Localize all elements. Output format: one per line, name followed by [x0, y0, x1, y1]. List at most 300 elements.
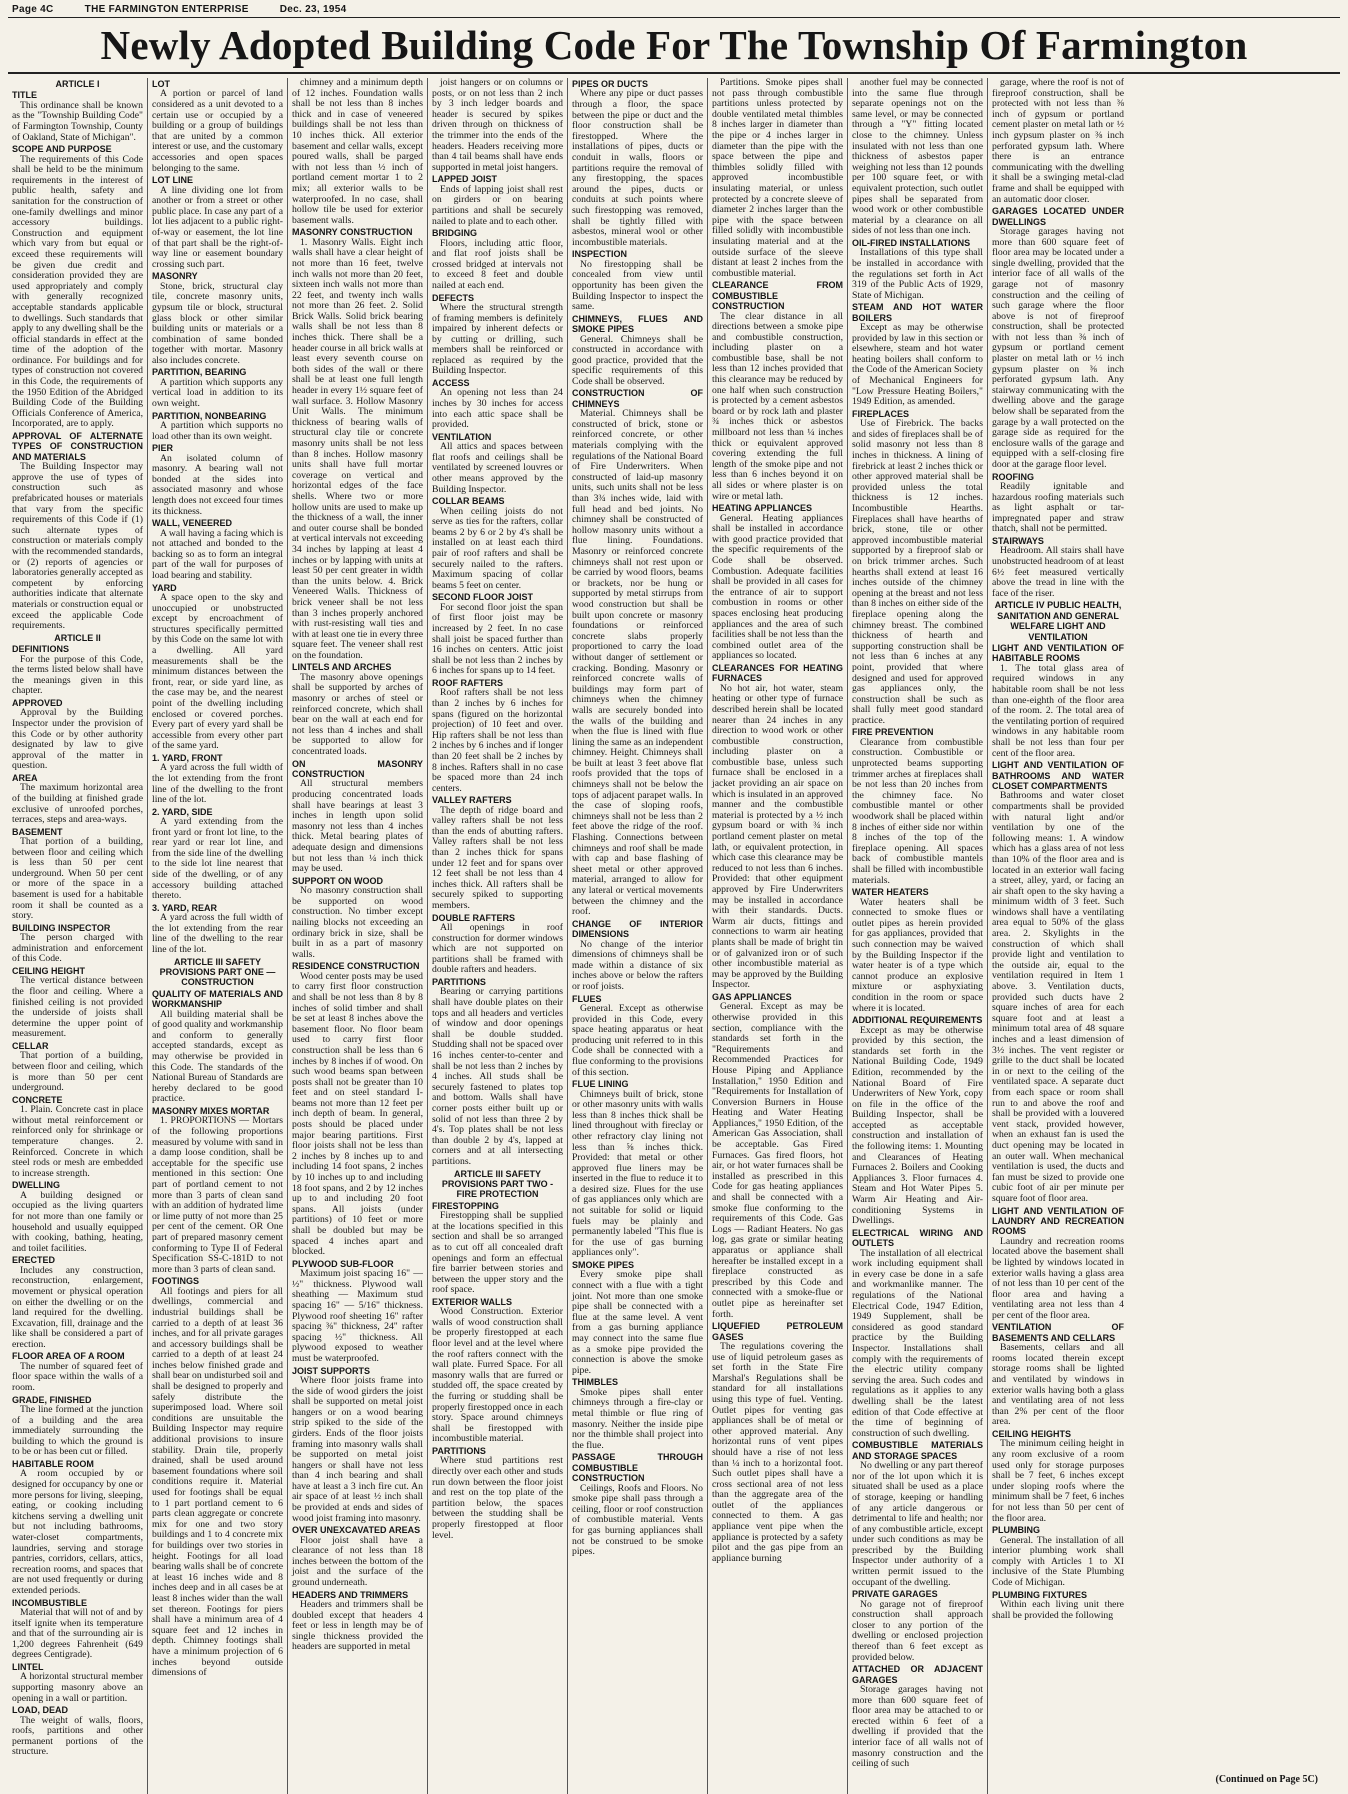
- body-text: Laundry and recreation rooms located above the basement shall be lighted by windows located in exterior walls having a glass area of not less than 10 per cent of the floor area and having a ventilating area not less than 4 per cent of the floor area.: [992, 1235, 1124, 1321]
- section-heading: FIRESTOPPING: [432, 1200, 499, 1211]
- text-block: [152, 989, 283, 1105]
- newspaper-name: THE FARMINGTON ENTERPRISE: [84, 4, 249, 15]
- section-heading: ATTACHED OR ADJACENT GARAGES: [852, 1664, 983, 1685]
- text-block: [432, 432, 563, 495]
- text-block: [12, 633, 143, 643]
- section-heading: ADDITIONAL REQUIREMENTS: [852, 1015, 983, 1026]
- text-block: [152, 411, 283, 443]
- section-heading: MASONRY: [152, 271, 198, 282]
- text-block: [292, 759, 423, 875]
- text-block: [152, 1276, 283, 1678]
- body-text: General. The installation of all interior plumbing work shall comply with Articles 1 to XI inclusive of the State Plumbing Code of Michigan.: [992, 1534, 1124, 1588]
- section-heading: APPROVED: [12, 697, 63, 708]
- section-heading: LIGHT AND VENTILATION OF BATHROOMS AND WATER CLOSET COMPARTMENTS: [992, 760, 1124, 791]
- text-block: [992, 643, 1124, 759]
- text-block: [432, 78, 563, 173]
- text-block: [852, 887, 983, 1014]
- body-text: The regulations covering the use of liquid petroleum gases as set forth in the State Fire Marshal's Regulations shall be standard for all installations using this type of fuel. Venting. Outlet pipes for venting gas appliances shall be of metal or other approved material. Any horizontal runs of vent pipes should have a rise of not less than ¼ inch to a horizontal foot. Such outlet pipes shall have a cross sectional area of not less than the aggregate area of the outlet of the appliances connected to them. A gas appliance vent pipe when the appliance is protected by a safety pilot and the gas pipe from an appliance burning: [712, 1340, 843, 1564]
- body-text: The weight of walls, floors, roofs, partitions and other permanent portions of the structure.: [12, 1714, 143, 1758]
- text-block: [712, 280, 843, 502]
- text-block: [572, 1079, 703, 1259]
- text-block: [12, 1459, 143, 1597]
- body-text: Wood Construction. Exterior walls of wood construction shall be properly firestopped at each floor level and at the level where the roof rafters connect with the wall plate. Furred Space. For all masonry walls that are furred or studded off, the space created by the furring or studding shall be properly firestopped once in each story. Space around chimneys shall be firestopped with incombustible material.: [432, 1306, 563, 1445]
- text-block: [432, 378, 563, 431]
- body-text: Includes any construction, reconstruction, enlargement, movement or physical operation on either the dwelling or on the land required for the dwelling. Excavation, fill, drainage and the like shall be considered a part of erection.: [12, 1264, 143, 1350]
- text-block: [12, 1662, 143, 1704]
- text-block: [152, 443, 283, 517]
- section-heading: CELLAR: [12, 1041, 49, 1051]
- body-text: Floor joist shall have a clearance of not less than 18 inches between the bottom of the joist and the surface of the ground underneath.: [292, 1534, 423, 1589]
- text-block: [712, 1321, 843, 1564]
- body-text: A yard extending from the front yard or front lot line, to the rear yard or rear lot line, and from the side line of the dwelling to the side lot line nearest that side of the dwelling, or of any accessory building attached thereto.: [152, 816, 283, 902]
- article-columns: [8, 78, 1340, 1794]
- section-heading: WATER HEATERS: [852, 887, 929, 898]
- body-text: No hot air, hot water, steam heating or other type of furnace described herein shall be located nearer than 24 inches in any direction to wood work or other combustible construction, including plaster on a combustible base, unless such furnace shall be enclosed in a jacket providing an air space on which is insulated in an approved manner and the combustible material is protected by a ½ inch gypsum board or with ¾ inch portland cement plaster on metal lath, or equivalent protection, in which case this clearance may be reduced to not less than 6 inches. Provided: that other equipment approved by Fire Underwriters may be installed in accordance with their standards. Ducts. Warm air ducts, fittings and connections to warm air heating plants shall be made of bright tin or of galvanized iron or of such other incombustible material as may be approved by the Building Inspector.: [712, 682, 843, 991]
- text-block: [292, 662, 423, 757]
- text-block: [572, 1377, 703, 1451]
- text-block: [432, 1201, 563, 1296]
- text-block: [12, 79, 143, 89]
- body-text: A wall having a facing which is not attached and bonded to the backing so as to form an integral part of the wall for purposes of load bearing and stability.: [152, 527, 283, 581]
- body-text: A partition which supports any vertical load in addition to its own weight.: [152, 376, 283, 410]
- text-block: [992, 1322, 1124, 1428]
- section-heading: PIPES OR DUCTS: [572, 79, 649, 89]
- section-heading: LIGHT AND VENTILATION OF LAUNDRY AND RECREATION ROOMS: [992, 1205, 1124, 1237]
- text-column: [288, 78, 428, 1794]
- section-heading: EXTERIOR WALLS: [432, 1296, 513, 1307]
- text-block: [292, 1525, 423, 1588]
- body-text: Ceilings, Roofs and Floors. No smoke pipe shall pass through a ceiling, floor or roof construction of combustible material. Vents for gas burning appliances shall not be construed to be smoke pipes.: [572, 1482, 703, 1558]
- text-block: [572, 249, 703, 312]
- text-block: [12, 1095, 143, 1180]
- body-text: The installation of all electrical work including equipment shall in every case be done in a safe and workmanlike manner. The regulations of the National Electrical Code, 1947 Edition, 1949 Supplement, shall be considered as good standard practice by the Building Inspector. Installations shall comply with the requirements of the electric utility company serving the area. Such codes and regulations as it applies to any dwelling shall be the latest edition of that Code effective at the time of beginning of construction of such dwelling.: [852, 1247, 983, 1439]
- body-text: No firestopping shall be concealed from view until opportunity has been given the Building Inspector to inspect the same.: [572, 258, 703, 313]
- section-heading: ARTICLE I: [55, 79, 100, 89]
- body-text: Roof rafters shall be not less than 2 inches by 6 inches for spans (figured on the horizontal projection) of 10 feet and over. Hip rafters shall be not less than 2 inches by 6 inches and if longer than 20 feet shall be 2 inches by 8 inches. Rafters shall in no case be spaced more than 24 inch centers.: [432, 687, 563, 794]
- text-block: [152, 903, 283, 956]
- body-text: joist hangers or on columns or posts, or on not less than 2 inch by 3 inch ledger boards and header is secured by spikes driven through on thickness of the trimmer into the ends of the headers. Headers receiving more than 4 tail beams shall have ends supported in metal joist hangers.: [432, 78, 563, 173]
- text-block: [292, 227, 423, 661]
- body-text: General. Heating appliances shall be installed in accordance with good practice provided that the specific requirements of the Code shall be observed. Combustion. Adequate facilities shall be provided in all cases for the entrance of air to support combustion in rooms or other spaces enclosing heat producing appliances and the area of such facilities shall be not less than the combined outlet area of the appliances so located.: [712, 512, 843, 662]
- text-block: [292, 78, 423, 226]
- body-text: This ordinance shall be known as the "Township Building Code" of Farmington Township, County of Oakland, State of Michigan".: [12, 99, 143, 143]
- body-text: Firestopping shall be supplied at the locations specified in this section and shall be so arranged as to cut off all concealed draft openings and form an effectual fire barrier between stories and between the upper story and the roof space.: [432, 1210, 563, 1296]
- body-text: Where the structural strength of framing members is definitely impaired by inherent defects or by cutting or drilling, such members shall be reinforced or replaced as required by the Building Inspector.: [432, 301, 563, 377]
- section-heading: SCOPE AND PURPOSE: [12, 144, 112, 155]
- section-heading: CONSTRUCTION OF CHIMNEYS: [572, 388, 703, 409]
- section-heading: SMOKE PIPES: [572, 1260, 635, 1271]
- text-block: [12, 1180, 143, 1254]
- section-heading: CLEARANCES FOR HEATING FURNACES: [712, 662, 843, 684]
- section-heading: FLUES: [572, 993, 602, 1004]
- body-text: Water heaters shall be connected to smoke flues or outlet pipes as herein provided for gas appliances, provided that such connection may be waived by the Building Inspector if the water heater is of a type which cannot produce an explosive mixture or asphyxiating condition in the room or space where it is located.: [852, 896, 983, 1014]
- body-text: No masonry construction shall be supported on wood construction. No timber except nailing blocks not exceeding an ordinary brick in size, shall be built in as a part of masonry walls.: [292, 885, 423, 960]
- section-heading: DEFINITIONS: [12, 644, 70, 655]
- section-heading: DOUBLE RAFTERS: [432, 912, 515, 923]
- section-heading: DEFECTS: [432, 292, 475, 303]
- text-block: [292, 961, 423, 1257]
- text-block: [992, 1525, 1124, 1588]
- text-block: [12, 431, 143, 632]
- body-text: That portion of a building, between floor and ceiling, which is more than 50 per cent underground.: [12, 1050, 143, 1094]
- text-block: [992, 1590, 1124, 1622]
- section-heading: BRIDGING: [432, 228, 477, 239]
- section-heading: VALLEY RAFTERS: [432, 795, 512, 806]
- section-heading: PARTITION, NONBEARING: [152, 410, 267, 421]
- section-heading: HEADERS AND TRIMMERS: [292, 1589, 409, 1600]
- section-heading: LIQUEFIED PETROLEUM GASES: [712, 1321, 843, 1342]
- section-heading: HEATING APPLIANCES: [712, 503, 813, 514]
- body-text: Use of Firebrick. The backs and sides of fireplaces shall be of solid masonry not less than 8 inches in thickness. A lining of firebrick at least 2 inches thick or other approved material shall be provided unless the total thickness is 12 inches. Incombustible Hearths. Fireplaces shall have hearths of brick, stone, tile or other approved incombustible material supported by a fireproof slab or on brick trimmer arches. Such hearths shall extend at least 16 inches outside of the chimney opening at the breast and not less than 8 inches on either side of the fireplace opening along the chimney breast. The combined thickness of hearth and supporting construction shall be not less than 6 inches at any point, provided that where designed and used for approved gas appliances only, the construction shall be such as shall fully meet good standard practice.: [852, 418, 983, 726]
- section-heading: CLEARANCE FROM COMBUSTIBLE CONSTRUCTION: [712, 280, 843, 312]
- body-text: Bearing or carrying partitions shall have double plates on their tops and all headers and verticles of window and door openings shall be double studded. Studding shall not be spaced over 16 inches center-to-center and shall be not less than 2 inches by 4 inches. All studs shall be securely fastened to plates top and bottom. Walls shall have corner posts either built up or solid of not less than three 2 by 4's. Top plates shall be not less than double 2 by 4's, lapped at corners and at all intersecting partitions.: [432, 986, 563, 1167]
- section-heading: MASONRY MIXES MORTAR: [152, 1106, 270, 1116]
- text-column: [848, 78, 988, 1794]
- body-text: garage, where the roof is not of fireproof construction, shall be protected with not less than ⅜ inch of gypsum or portland cement plaster on metal lath or ½ inch gypsum plaster on ⅜ inch perforated gypsum lath. Where there is an entrance communicating with the dwelling it shall be a swinging metal-clad frame and shall be equipped with an automatic door closer.: [992, 78, 1124, 205]
- text-block: [432, 795, 563, 911]
- body-text: A building designed or occupied as the living quarters for not more than one family or household and usually equipped with cooking, bathing, heating, and toilet facilities.: [12, 1189, 143, 1254]
- text-block: [992, 1206, 1124, 1322]
- text-block: [852, 727, 983, 886]
- text-block: [152, 175, 283, 270]
- body-text: The person charged with administration and enforcement of this Code.: [12, 932, 143, 965]
- body-text: No garage not of fireproof construction shall approach closer to any portion of the dwelling or enclosed projection thereof than 6 feet except as provided below.: [852, 1598, 983, 1663]
- text-block: [992, 760, 1124, 1204]
- section-heading: TITLE: [12, 90, 37, 101]
- text-block: [712, 992, 843, 1320]
- body-text: The line formed at the junction of a building and the area immediately surrounding the building to which the ground is to be or has been cut or filled.: [12, 1404, 143, 1458]
- text-block: [992, 1429, 1124, 1524]
- text-block: [152, 271, 283, 366]
- section-heading: THIMBLES: [572, 1377, 618, 1388]
- text-block: [852, 78, 983, 237]
- text-block: [152, 1106, 283, 1275]
- body-text: A horizontal structural member supporting masonry above an opening in a wall or partition.: [12, 1671, 143, 1704]
- section-heading: INCOMBUSTIBLE: [12, 1597, 87, 1608]
- section-heading: FIRE PREVENTION: [852, 727, 934, 738]
- text-block: [432, 174, 563, 227]
- section-heading: GAS APPLIANCES: [712, 991, 792, 1002]
- body-text: Storage garages having not more than 600 square feet of floor area may be located under a single dwelling, provided that the interior face of all walls of the garage not of masonry construction and the ceiling of such garage where the floor above is not of fireproof construction, shall be protected with not less than ⅜ inch of gypsum or portland cement plaster on metal lath or ½ inch gypsum plaster on ⅜ inch perforated gypsum lath. Any stairway communicating with the dwelling above and the garage below shall be separated from the garage by a wall protected on the garage side as required for the enclosure walls of the garage and equipped with a self-closing fire door at the garage floor level.: [992, 225, 1124, 470]
- section-heading: ERECTED: [12, 1255, 56, 1266]
- headline: Newly Adopted Building Code For The Township Of Farmington: [8, 20, 1340, 74]
- body-text: Chimneys built of brick, stone or other masonry units with walls less than 8 inches thick shall be lined throughout with fireclay or other refractory clay lining not less than ⅝ inches thick. Provided: that metal or other approved flue liners may be inserted in the flue to reduce it to a desired size. Flues for the use of gas appliances only which are not suitable for solid or liquid fuels may be plainly and permanently labeled "This flue is for the use of gas burning appliances only".: [572, 1088, 703, 1259]
- text-block: [12, 1705, 143, 1758]
- body-text: The Building Inspector may approve the use of types of construction such as prefabricated houses or materials that vary from the specific requirements of this Code if (1) such alternate types of construction or materials comply with the recommended standards, or (2) reports of agencies or laboratories generally accepted as competent by enforcing authorities indicate that alternate materials or construction equal or exceed the applicable Code requirements.: [12, 461, 143, 632]
- body-text: Approval by the Building Inspector under the provision of this Code or by other authority designated by law to give approval of the matter in question.: [12, 707, 143, 772]
- section-heading: CONCRETE: [12, 1094, 63, 1105]
- section-heading: LINTEL: [12, 1661, 44, 1672]
- body-text: General. Chimneys shall be constructed in accordance with good practice, provided that the specific requirements of this Code shall be observed.: [572, 333, 703, 387]
- section-heading: 2. YARD, SIDE: [152, 806, 213, 817]
- page-number: Page 4C: [12, 4, 54, 15]
- body-text: The depth of ridge board and valley rafters shall be not less than the ends of abutting rafters. Valley rafters shall be not less than 2 inches thick for spans under 12 feet and for spans over 12 feet shall be not less than 4 inches thick. All rafters shall be securely spiked to supporting members.: [432, 804, 563, 912]
- body-text: The requirements of this Code shall be held to be the minimum requirements in the interest of public health, safety and sanitation for the construction of one-family dwellings and minor accessory buildings. Construction and equipment which vary from but equal or exceed these requirements will be given due credit and consideration provided they are used appropriately and comply with generally recognized acceptable standards applicable to dwellings. Such standards that apply to any dwelling shall be the official standards in effect at the time of the adoption of the ordinance. For buildings and for types of construction not covered in this Code, the requirements of the 1950 Edition of the Abridged Building Code of the Building Officials Conference of America, Incorporated, are to apply.: [12, 153, 143, 430]
- text-block: [992, 78, 1124, 205]
- section-heading: FIREPLACES: [852, 408, 910, 419]
- body-text: Material. Chimneys shall be constructed of brick, stone or reinforced concrete, or other materials complying with the regulations of the National Board of Fire Underwriters. When constructed of laid-up masonry units, such units shall not be less than 3¾ inches wide, laid with full head and bed joints. No chimney shall be constructed of hollow masonry units without a flue lining. Foundations. Masonry or reinforced concrete chimneys shall not rest upon or be carried by wood floors, beams or brackets, nor be hung or supported by metal stirrups from wood construction but shall be built upon concrete or masonry foundations or reinforced concrete slabs properly proportioned to carry the load without danger of settlement or cracking. Bonding. Masonry or reinforced concrete walls of buildings may form part of chimneys when the chimney walls are securely bonded into the walls of the building and when the flue is lined with flue lining the same as an independent chimney. Height. Chimneys shall be built at least 3 feet above flat roofs provided that the tops of chimneys shall not be below the tops of adjacent parapet walls. In the case of sloping roofs, chimneys shall not be less than 2 feet above the ridge of the roof. Flashing. Connections between chimneys and roof shall be made with cap and base flashing of sheet metal or other approved material, arranged to allow for any lateral or vertical movements between the chimney and the roof.: [572, 408, 704, 918]
- body-text: A line dividing one lot from another or from a street or other public place. In case any part of a lot lies adjacent to a public right-of-way or easement, the lot line of that part shall be the right-of-way line or easement boundary crossing such part.: [152, 184, 283, 270]
- body-text: The masonry above openings shall be supported by arches of masonry or arches of steel or reinforced concrete, which shall bear on the wall at each end for not less than 4 inches and shall be supported to allow for concentrated loads.: [292, 671, 423, 758]
- section-heading: ARTICLE III SAFETY PROVISIONS PART TWO - FIRE PROTECTION: [441, 1168, 554, 1200]
- section-heading: STEAM AND HOT WATER BOILERS: [852, 302, 983, 323]
- body-text: General. Except as otherwise provided in this Code, every space heating apparatus or heat producing unit referred to in this Code shall be connected with a flue conforming to the provisions of this section.: [572, 1002, 703, 1078]
- body-text: General. Except as may be otherwise provided in this section, compliance with the standards set forth in the "Requirements and Recommended Practices for House Piping and Appliance Installation," 1950 Edition and "Requirements for Installation of Conversion Burners in House Heating and Water Heating Appliances," 1950 Edition, of the American Gas Association, shall be acceptable. Gas Fired Furnaces. Gas fired floors, hot air, or hot water furnaces shall be installed as prescribed in this Code for gas heating appliances and shall be connected with a smoke flue conforming to the requirements of this Code. Gas Logs — Radiant Heaters. No gas log, gas grate or similar heating apparatus or appliance shall hereafter be installed except in a fireplace constructed as prescribed by this Code and connected with a smoke-flue or outlet pipe as hereinafter set forth.: [712, 1001, 843, 1320]
- text-block: [712, 663, 843, 991]
- body-text: Storage garages having not more than 600 square feet of floor area may be attached to or erected within 6 feet of a dwelling if provided that the interior face of all walls not of masonry construction and the ceiling of such: [852, 1684, 983, 1770]
- section-heading: LAPPED JOIST: [432, 174, 498, 185]
- text-block: [12, 827, 143, 922]
- text-block: [152, 957, 283, 988]
- body-text: Except as may be otherwise provided by law in this section or elsewhere, steam and hot water heating boilers shall conform to the Code of the American Society of Mechanical Engineers for "Low Pressure Heating Boilers," 1949 Edition, as amended.: [852, 322, 984, 408]
- body-text: Where any pipe or duct passes through a floor, the space between the pipe or duct and the floor construction shall be firestopped. Where the installations of pipes, ducts or conduit in walls, floors or partitions require the removal of any firestopping, the spaces around the pipes, ducts or conduits at such points where such firestopping was removed, shall be tightly filled with asbestos, mineral wool or other incombustible materials.: [572, 88, 703, 248]
- text-block: [12, 90, 143, 143]
- section-heading: CEILING HEIGHTS: [992, 1429, 1072, 1440]
- body-text: Except as may be otherwise provided by this section, the standards set forth in the National Building Code, 1949 Edition, recommended by the National Board of Fire Underwriters of New York, copy on file in the office of the Building Inspector, shall be accepted as acceptable construction and installation of the following items: 1. Mounting and Clearances of Heating Furnaces 2. Boilers and Cooking Appliances 3. Floor furnaces 4. Steam and Hot Water Pipes 5. Warm Air Heating and Air-conditioning Systems in Dwellings.: [852, 1024, 983, 1227]
- text-block: [12, 1351, 143, 1393]
- body-text: All openings in roof construction for dormer windows which are not supported on partitions shall be framed with double rafters and headers.: [432, 922, 563, 976]
- text-block: [572, 919, 703, 993]
- body-text: Material that will not of and by itself ignite when its temperature and that of the surrounding air is 1,200 degrees Fahrenheit (649 degrees Centigrade).: [12, 1606, 143, 1661]
- body-text: Floors, including attic floor, and flat roof joists shall be crossed bridged at intervals not to exceed 8 feet and double nailed at each end.: [432, 237, 563, 291]
- section-heading: PARTITIONS: [432, 1446, 486, 1456]
- section-heading: DWELLING: [12, 1180, 60, 1191]
- section-heading: YARD: [152, 582, 177, 593]
- text-block: [12, 1598, 143, 1661]
- body-text: Stone, brick, structural clay tile, concrete masonry units, gypsum tile or block, structural glass block or other similar building units or materials or a combination of same bonded together with mortar. Masonry also includes concrete.: [152, 280, 283, 366]
- body-text: A space open to the sky and unoccupied or unobstructed except by encroachment of structures specifically permitted by this Code on the same lot with a dwelling. All yard measurements shall be the minimum distances between the front, rear, or side yard line, as the case may be, and the nearest point of the dwelling including enclosed or covered porches. Every part of every yard shall be accessible from every other part of the same yard.: [152, 592, 283, 752]
- body-text: All attics and spaces between flat roofs and ceilings shall be ventilated by screened louvres or other means approved by the Building Inspector.: [432, 441, 563, 495]
- body-text: Ends of lapping joist shall rest on girders or on bearing partitions and shall be securely nailed to plate and to each other.: [432, 183, 563, 227]
- section-heading: PLUMBING: [992, 1525, 1040, 1536]
- section-heading: GRADE, FINISHED: [12, 1394, 92, 1405]
- section-heading: OVER UNEXCAVATED AREAS: [292, 1525, 421, 1536]
- section-heading: CEILING HEIGHT: [12, 966, 86, 977]
- section-heading: HABITABLE ROOM: [12, 1459, 94, 1470]
- section-heading: ON MASONRY CONSTRUCTION: [292, 758, 423, 780]
- section-heading: STAIRWAYS: [992, 535, 1044, 546]
- section-heading: RESIDENCE CONSTRUCTION: [292, 961, 420, 972]
- body-text: chimney and a minimum depth of 12 inches. Foundation walls shall be not less than 8 inches thick and in case of veneered buildings shall be not less than 10 inches thick. All exterior basement and cellar walls, except poured walls, shall be parged with not less than ½ inch of portland cement mortar 1 to 2 mix; all exterior walls to be waterproofed. In no case, shall hollow tile be used for exterior basement walls.: [292, 78, 423, 226]
- section-heading: SECOND FLOOR JOIST: [432, 592, 534, 603]
- text-block: [152, 518, 283, 581]
- body-text: A yard across the full width of the lot extending from the rear line of the dwelling to the rear line of the lot.: [152, 912, 283, 956]
- text-block: [292, 1366, 423, 1525]
- text-block: [572, 994, 703, 1079]
- text-block: [432, 496, 563, 591]
- section-heading: SUPPORT ON WOOD: [292, 875, 384, 886]
- body-text: another fuel may be connected into the same flue through separate openings not on the same level, or may be connected through a "Y" fitting located close to the chimney. Unless insulated with not less than one thickness of asbestos paper weighing not less than 12 pounds per 100 square feet, or with equivalent protection, such outlet pipes shall be separated from wood work or other combustible material by a clearance on all sides of not less than one inch.: [852, 78, 983, 237]
- text-block: [432, 1446, 563, 1541]
- body-text: All structural members producing concentrated loads shall have bearings at least 3 inches in length upon solid masonry not less than 4 inches thick. Metal bearing plates of adequate design and dimensions but not less than ¼ inch thick may be used.: [292, 778, 423, 875]
- section-heading: WALL, VENEERED: [152, 518, 233, 529]
- body-text: The vertical distance between the floor and ceiling. Where a finished ceiling is not provided the underside of joists shall determine the upper point of measurement.: [12, 975, 143, 1040]
- text-block: [992, 536, 1124, 599]
- body-text: The clear distance in all directions between a smoke pipe and combustible construction, including plaster on a combustible base, shall be not less than 12 inches provided that this clearance may be reduced by one half when such construction is protected by a cement asbestos board or by rock lath and plaster ¾ inches thick or asbestos millboard not less than ¼ inches thick or equivalent approved covering extending the full length of the smoke pipe and not less than 6 inches beyond it on all sides or where plaster is on wire or metal lath.: [712, 310, 843, 502]
- section-heading: GARAGES LOCATED UNDER DWELLINGS: [992, 206, 1124, 227]
- section-heading: FLUE LINING: [572, 1079, 629, 1090]
- body-text: When ceiling joists do not serve as ties for the rafters, collar beams 2 by 6 or 2 by 4's shall be installed on at least each third pair of roof rafters and shall be securely nailed to the rafters. Maximum spacing of collar beams 5 feet on center.: [432, 505, 563, 591]
- body-text: Smoke pipes shall enter chimneys through a fire-clay or metal thimble or flue ring of masonry. Neither the inside pipe nor the thimble shall project into the flue.: [572, 1386, 703, 1451]
- issue-date: Dec. 23, 1954: [279, 4, 347, 15]
- body-text: That portion of a building, between floor and ceiling which is less than 50 per cent underground. When 50 per cent or more of the space in a basement is used for a habitable room it shall be counted as a story.: [12, 836, 143, 922]
- body-text: An isolated column of masonry. A bearing wall not bonded at the sides into associated masonry and whose length does not exceed four times its thickness.: [152, 452, 283, 517]
- body-text: A yard across the full width of the lot extending from the front line of the dwelling to the front line of the lot.: [152, 762, 283, 806]
- body-text: The minimum ceiling height in any room exclusive of a room used only for storage purposes shall be 7 feet, 6 inches except under sloping roofs where the minimum shall be 7 feet, 6 inches for not less than 50 per cent of the floor area.: [992, 1438, 1124, 1524]
- text-block: [12, 1041, 143, 1094]
- text-block: [572, 1260, 703, 1376]
- section-heading: ARTICLE III SAFETY PROVISIONS PART ONE — CONSTRUCTION: [159, 956, 276, 988]
- text-block: [292, 1590, 423, 1653]
- text-block: [852, 238, 983, 301]
- section-heading: ELECTRICAL WIRING AND OUTLETS: [852, 1227, 983, 1249]
- section-heading: ROOFING: [992, 471, 1034, 482]
- text-block: [152, 753, 283, 806]
- body-text: Basements, cellars and all rooms located therein except storage rooms shall be lighted and ventilated by windows in exterior walls having both a glass and ventilating area of not less than 2% per cent of the floor area.: [992, 1342, 1124, 1428]
- text-block: [852, 1228, 983, 1440]
- continued-note: (Continued on Page 5C): [1215, 1774, 1318, 1785]
- body-text: The number of squared feet of floor space within the walls of a room.: [12, 1360, 143, 1394]
- text-block: [432, 678, 563, 794]
- text-block: [432, 228, 563, 291]
- body-text: Clearance from combustible construction. Combustible or unprotected beams supporting trimmer arches at fireplaces shall be not less than 20 inches from the chimney face. No combustible mantel or other woodwork shall be placed within 8 inches of either side nor within 8 inches of the top of the fireplace opening. All spaces back of combustible mantels shall be filled with incombustible materials.: [852, 736, 983, 886]
- section-heading: INSPECTION: [572, 249, 628, 260]
- masthead: [8, 4, 1340, 18]
- section-heading: PIER: [152, 443, 174, 454]
- section-heading: OIL-FIRED INSTALLATIONS: [852, 237, 971, 248]
- text-block: [432, 1169, 563, 1200]
- text-block: [572, 314, 703, 388]
- text-block: [572, 79, 703, 248]
- section-heading: MASONRY CONSTRUCTION: [292, 227, 413, 238]
- section-heading: FLOOR AREA OF A ROOM: [12, 1351, 125, 1362]
- section-heading: JOIST SUPPORTS: [292, 1365, 371, 1376]
- text-block: [12, 1395, 143, 1458]
- text-block: [432, 913, 563, 976]
- section-heading: BASEMENT: [12, 826, 63, 837]
- section-heading: 1. YARD, FRONT: [152, 752, 223, 763]
- section-heading: LOT LINE: [152, 175, 193, 186]
- text-block: [852, 1664, 983, 1770]
- section-heading: PASSAGE THROUGH COMBUSTIBLE CONSTRUCTION: [572, 1452, 703, 1484]
- section-heading: FOOTINGS: [152, 1276, 199, 1287]
- text-block: [12, 698, 143, 772]
- text-block: [292, 876, 423, 961]
- text-block: [712, 503, 843, 662]
- body-text: A partition which supports no load other than its own weight.: [152, 420, 283, 442]
- text-block: [432, 977, 563, 1168]
- text-block: [852, 1015, 983, 1227]
- body-text: Headroom. All stairs shall have unobstructed headroom of at least 6½ feet measured vertically above the tread in line with the face of the riser.: [992, 545, 1124, 599]
- body-text: For second floor joist the span of first floor joist may be increased by 2 feet. In no case shall joist be spaced further than 16 inches on centers. Attic joist shall be not less than 2 inches by 6 inches for spans up to 14 feet.: [432, 601, 563, 677]
- text-block: [12, 966, 143, 1040]
- text-column: [8, 78, 148, 1794]
- text-column: [988, 78, 1128, 1794]
- text-block: [12, 644, 143, 697]
- section-heading: LOAD, DEAD: [12, 1705, 68, 1716]
- section-heading: LOT: [152, 79, 170, 89]
- section-heading: ARTICLE II: [54, 632, 101, 643]
- body-text: For the purpose of this Code, the terms listed below shall have the meanings given in this chapter.: [12, 653, 143, 697]
- body-text: All building material shall be of good quality and workmanship and conform to generally accepted standards, except as may otherwise be provided in this Code. The standards of the National Bureau of Standards are hereby declared to be good practice.: [152, 1008, 283, 1105]
- body-text: The maximum horizontal area of the building at finished grade exclusive of unroofed porches, terraces, steps and area-ways.: [12, 782, 143, 826]
- section-heading: PARTITIONS: [432, 977, 486, 987]
- text-block: [992, 472, 1124, 535]
- section-heading: CHIMNEYS, FLUES AND SMOKE PIPES: [572, 313, 703, 335]
- section-heading: LIGHT AND VENTILATION OF HABITABLE ROOMS: [992, 642, 1124, 664]
- body-text: Where stud partitions rest directly over each other and studs run down between the floor joist and rest on the top plate of the partition below, the spaces between the studding shall be properly firestopped at floor level.: [432, 1455, 563, 1541]
- text-block: [152, 807, 283, 902]
- section-heading: APPROVAL OF ALTERNATE TYPES OF CONSTRUCTION AND MATERIALS: [12, 431, 143, 462]
- section-heading: PLUMBING FIXTURES: [992, 1589, 1088, 1600]
- text-block: [572, 1452, 703, 1557]
- body-text: Every smoke pipe shall connect with a flue with a tight joint. Not more than one smoke pipe shall be connected with a flue at the same level. A vent from a gas burning appliance may connect into the same flue as a smoke pipe provided the connection is above the smoke pipe.: [572, 1269, 703, 1376]
- section-heading: AREA: [12, 772, 38, 783]
- section-heading: QUALITY OF MATERIALS AND WORKMANSHIP: [152, 988, 283, 1010]
- text-block: [852, 1589, 983, 1663]
- text-block: [432, 293, 563, 378]
- body-text: Maximum joist spacing 16" — ½" thickness. Plywood wall sheathing — Maximum stud spacing 16" — 5/16" thickness. Plywood roof sheeting 16" rafter spacing ⅜" thickness, 24" rafter spacing ½" thickness. All plywood exposed to weather must be waterproofed.: [292, 1268, 423, 1364]
- text-block: [292, 1259, 423, 1365]
- body-text: Headers and trimmers shall be doubled except that headers 4 feet or less in length may be of single thickness provided the headers are supported in metal: [292, 1599, 423, 1653]
- body-text: Partitions. Smoke pipes shall not pass through combustible partitions unless protected by double ventilated metal thimbles 8 inches larger in diameter than the pipe or 4 inches larger in diameter than the pipe with the space between the pipe and thimbles solidly filled with approved incombustible insulating material, or unless protected by a concrete sleeve of diameter 2 inches larger than the pipe with the space between filled solidly with incombustible insulating material and at the outside surface of the sleeve distant at least 2 inches from the combustible material.: [712, 78, 843, 279]
- text-column: [568, 78, 708, 1794]
- text-block: [12, 923, 143, 965]
- text-block: [852, 409, 983, 727]
- text-block: [852, 1440, 983, 1588]
- section-heading: COLLAR BEAMS: [432, 496, 505, 507]
- section-heading: ACCESS: [432, 378, 470, 389]
- body-text: No dwelling or any part thereof nor of the lot upon which it is situated shall be used as a place of storage, keeping or handling of any article dangerous or detrimental to life and health; nor of any combustible article, except under such conditions as may be prescribed by the Building Inspector under authority of a written permit issued to the occupant of the dwelling.: [852, 1460, 983, 1588]
- text-block: [992, 600, 1124, 642]
- body-text: All footings and piers for all dwellings, commercial and industrial buildings shall be carried to a depth of at least 36 inches, and for all private garages and accessory buildings shall be carried to a depth of at least 24 inches below finished grade and shall bear on undisturbed soil and shall be designed to properly and safely distribute the superimposed load. Where soil conditions are unsuitable the Building Inspector may require additional provisions to insure stability. Drain tile, properly drained, shall be used around basement foundations where soil conditions require it. Material used for footings shall be equal to 1 part portland cement to 6 parts clean aggregate or concrete mix for one and two story buildings and 1 to 4 concrete mix for buildings over two stories in height. Footings for all load bearing walls shall be of concrete at least 16 inches wide and 8 inches deep and in all cases be at least 8 inches wider than the wall set thereon. Footings for piers shall have a minimum area of 4 square feet and 12 inches in depth. Chimney footings shall have a minimum projection of 6 inches beyond outside dimensions of: [152, 1285, 283, 1679]
- section-heading: CHANGE OF INTERIOR DIMENSIONS: [572, 918, 703, 940]
- section-heading: PLYWOOD SUB-FLOOR: [292, 1258, 394, 1269]
- body-text: A room occupied by or designed for occupancy by one or more persons for living, sleeping, eating, or cooking including kitchens serving a dwelling unit but not including bathrooms, water-closet compartments, laundries, serving and storage pantries, corridors, cellars, attics, recreation rooms, and spaces that are not used frequently or during extended periods.: [12, 1468, 144, 1596]
- body-text: Installations of this type shall be installed in accordance with the regulations set forth in Act 319 of the Public Acts of 1929, State of Michigan.: [852, 247, 983, 301]
- body-text: A portion or parcel of land considered as a unit devoted to a certain use or occupied by a building or a group of buildings that are united by a common interest or use, and the customary accessories and open spaces belonging to the same.: [152, 88, 283, 174]
- section-heading: ROOF RAFTERS: [432, 677, 503, 688]
- text-block: [152, 583, 283, 752]
- text-column: [148, 78, 288, 1794]
- section-heading: LINTELS AND ARCHES: [292, 662, 392, 673]
- text-block: [712, 78, 843, 279]
- text-block: [432, 592, 563, 677]
- text-block: [432, 1297, 563, 1445]
- body-text: 1. Masonry Walls. Eight inch walls shall have a clear height of not more than 16 feet, twelve inch walls not more than 20 feet, sixteen inch walls not more than 22 feet, and twenty inch walls not more than 26 feet. 2. Solid Brick Walls. Solid brick bearing walls shall be not less than 8 inches thick. There shall be a header course in all brick walls at least every seventh course on both sides of the wall or there shall be at least one full length header in every 1½ square feet of wall surface. 3. Hollow Masonry Unit Walls. The minimum thickness of bearing walls of structural clay tile or concrete masonry units shall be not less than 8 inches. Hollow masonry units shall have full mortar coverage on vertical and horizontal edges of the face shells. Where two or more hollow units are used to make up the thickness of a wall, the inner and outer course shall be bonded at vertical intervals not exceeding 34 inches by lapping at least 4 inches or by lapping with units at least 50 per cent greater in width than the units below. 4. Brick Veneered Walls. Thickness of brick veneer shall be not less than 3 inches properly anchored with rust-resisting wall ties and with at least one tie in every three square feet. The veneer shall rest on the foundation.: [292, 236, 423, 661]
- body-text: 1. The total glass area of required windows in any habitable room shall be not less than one-eighth of the floor area of the room. 2. The total area of the ventilating portion of required windows in any habitable room shall be not less than four per cent of the floor area.: [992, 662, 1124, 759]
- body-text: 1. PROPORTIONS — Mortars of the following proportions measured by volume with sand in a damp loose condition, shall be acceptable for the specific use mentioned in this section: One part of portland cement to not more than 3 parts of clean sand with an addition of hydrated lime or lime putty of not more than 25 per cent of the cement. OR One part of prepared masonry cement conforming to Type II of Federal Specification SS-C-181D to not more than 3 parts of clean sand.: [152, 1115, 283, 1275]
- section-heading: VENTILATION OF BASEMENTS AND CELLARS: [992, 1322, 1124, 1343]
- text-block: [852, 302, 983, 408]
- body-text: No change of the interior dimensions of chimneys shall be made within a distance of six inches above or below the rafters or roof joists.: [572, 938, 703, 992]
- text-block: [12, 144, 143, 430]
- text-block: [152, 367, 283, 409]
- body-text: An opening not less than 24 inches by 30 inches for access into each attic space shall be provided.: [432, 387, 563, 431]
- text-column: [428, 78, 568, 1794]
- section-heading: 3. YARD, REAR: [152, 902, 218, 913]
- text-column: [708, 78, 848, 1794]
- body-text: Within each living unit there shall be provided the following: [992, 1598, 1124, 1621]
- text-block: [12, 1255, 143, 1350]
- text-block: [572, 388, 703, 917]
- section-heading: BUILDING INSPECTOR: [12, 922, 111, 933]
- body-text: Wood center posts may be used to carry first floor construction and shall be not less than 8 by 8 inches of solid timber and shall be set at least 8 inches above the basement floor. No floor beam used to carry first floor construction shall be less than 6 inches by 8 inches if of wood. On such wood beams span between posts shall not be greater than 10 feet and on steel standard I-beams not more than 12 feet per inch depth of beam. In general, posts should be placed under major bearing partitions. First floor joists shall not be less than 2 inches by 8 inches up to and including 14 foot spans, 2 inches by 10 inches up to and including 18 foot spans, and 2 by 12 inches up to and including 20 foot spans. All joists (under partitions) of 10 feet or more shall be doubled but may be spaced 4 inches apart and blocked.: [292, 970, 423, 1258]
- section-heading: COMBUSTIBLE MATERIALS AND STORAGE SPACES: [852, 1440, 983, 1461]
- section-heading: ARTICLE IV PUBLIC HEALTH, SANITATION AND GENERAL WELFARE LIGHT AND VENTILATION: [994, 600, 1122, 642]
- section-heading: PARTITION, BEARING: [152, 367, 247, 378]
- section-heading: PRIVATE GARAGES: [852, 1589, 938, 1600]
